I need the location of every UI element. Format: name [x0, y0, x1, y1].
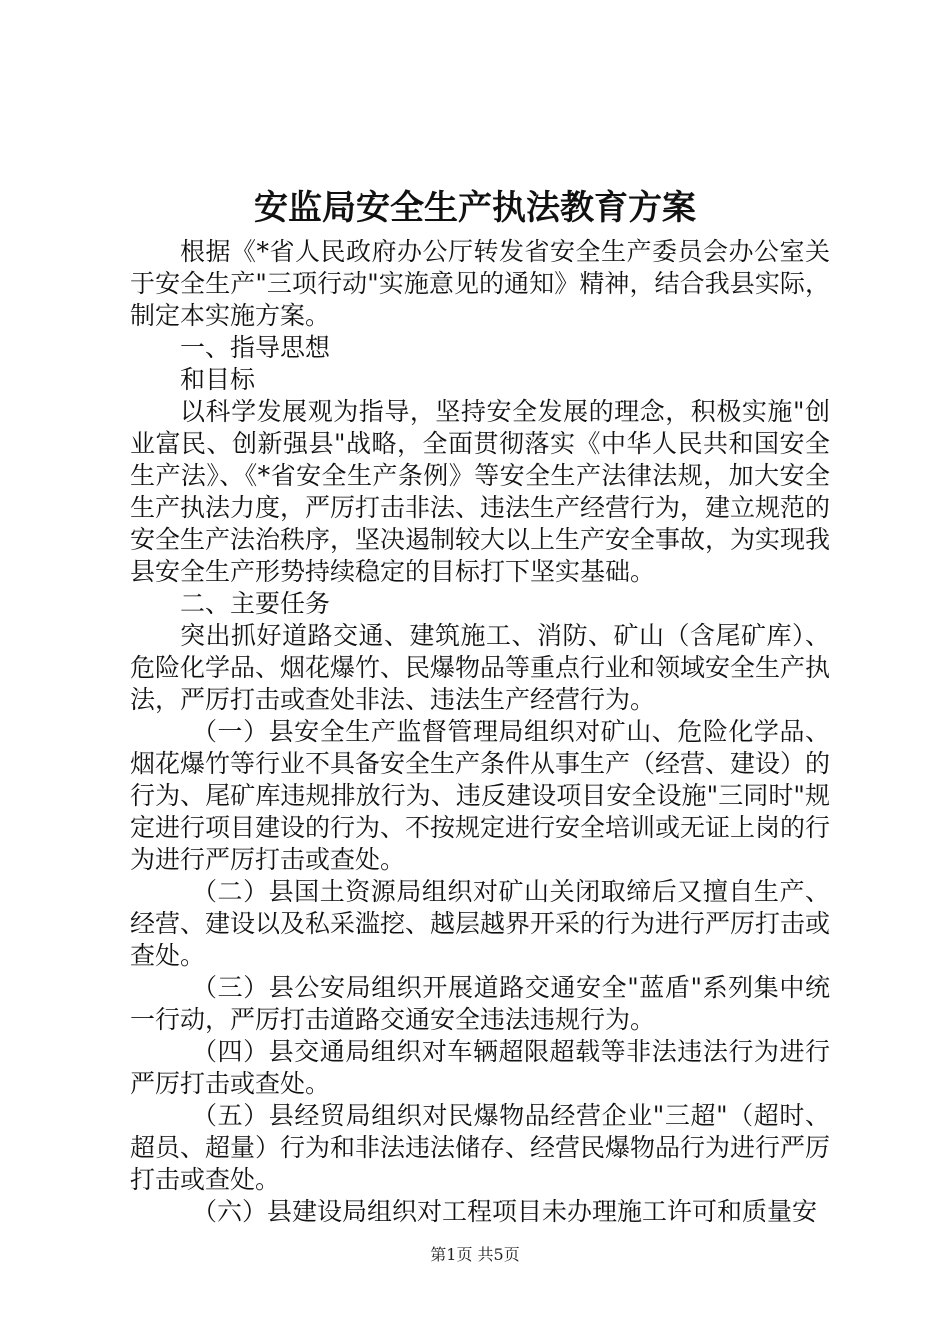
paragraph-task-2: （二）县国土资源局组织对矿山关闭取缔后又擅自生产、经营、建设以及私采滥挖、越层越界开采的行为进行严厉打击或查处。	[130, 877, 831, 970]
paragraph-task-5: （五）县经贸局组织对民爆物品经营企业"三超"（超时、超员、超量）行为和非法违法储存、经营民爆物品行为进行严厉打击或查处。	[130, 1101, 831, 1194]
page-number-footer: 第1页 共5页	[430, 1245, 520, 1264]
paragraph-intro: 根据《*省人民政府办公厅转发省安全生产委员会办公室关于安全生产"三项行动"实施意见的通知》精神，结合我县实际，制定本实施方案。	[130, 237, 830, 330]
section-heading-main-tasks: 二、主要任务	[180, 589, 331, 618]
section-heading-goal: 和目标	[180, 365, 256, 394]
section-heading-guiding-thought: 一、指导思想	[180, 333, 331, 362]
document-title: 安监局安全生产执法教育方案	[254, 188, 696, 228]
paragraph-task-4: （四）县交通局组织对车辆超限超载等非法违法行为进行严厉打击或查处。	[130, 1037, 830, 1098]
paragraph-key-industries: 突出抓好道路交通、建筑施工、消防、矿山（含尾矿库）、危险化学品、烟花爆竹、民爆物品等重点行业和领域安全生产执法，严厉打击或查处非法、违法生产经营行为。	[130, 621, 831, 714]
paragraph-task-6: （六）县建设局组织对工程项目未办理施工许可和质量安	[192, 1197, 818, 1226]
paragraph-guiding-principle: 以科学发展观为指导，坚持安全发展的理念，积极实施"创业富民、创新强县"战略，全面贯彻落实《中华人民共和国安全生产法》、《*省安全生产条例》等安全生产法律法规，加大安全生产执法力度，严厉打击非法、违法生产经营行为，建立规范的安全生产法治秩序，坚决遏制较大以上生产安全事故，为实现我县安全生产形势持续稳定的目标打下坚实基础。	[130, 397, 831, 586]
document-body	[130, 236, 830, 1228]
paragraph-task-3: （三）县公安局组织开展道路交通安全"蓝盾"系列集中统一行动，严厉打击道路交通安全违法违规行为。	[130, 973, 830, 1034]
paragraph-task-1: （一）县安全生产监督管理局组织对矿山、危险化学品、烟花爆竹等行业不具备安全生产条件从事生产（经营、建设）的行为、尾矿库违规排放行为、违反建设项目安全设施"三同时"规定进行项目建设的行为、不按规定进行安全培训或无证上岗的行为进行严厉打击或查处。	[130, 717, 831, 874]
